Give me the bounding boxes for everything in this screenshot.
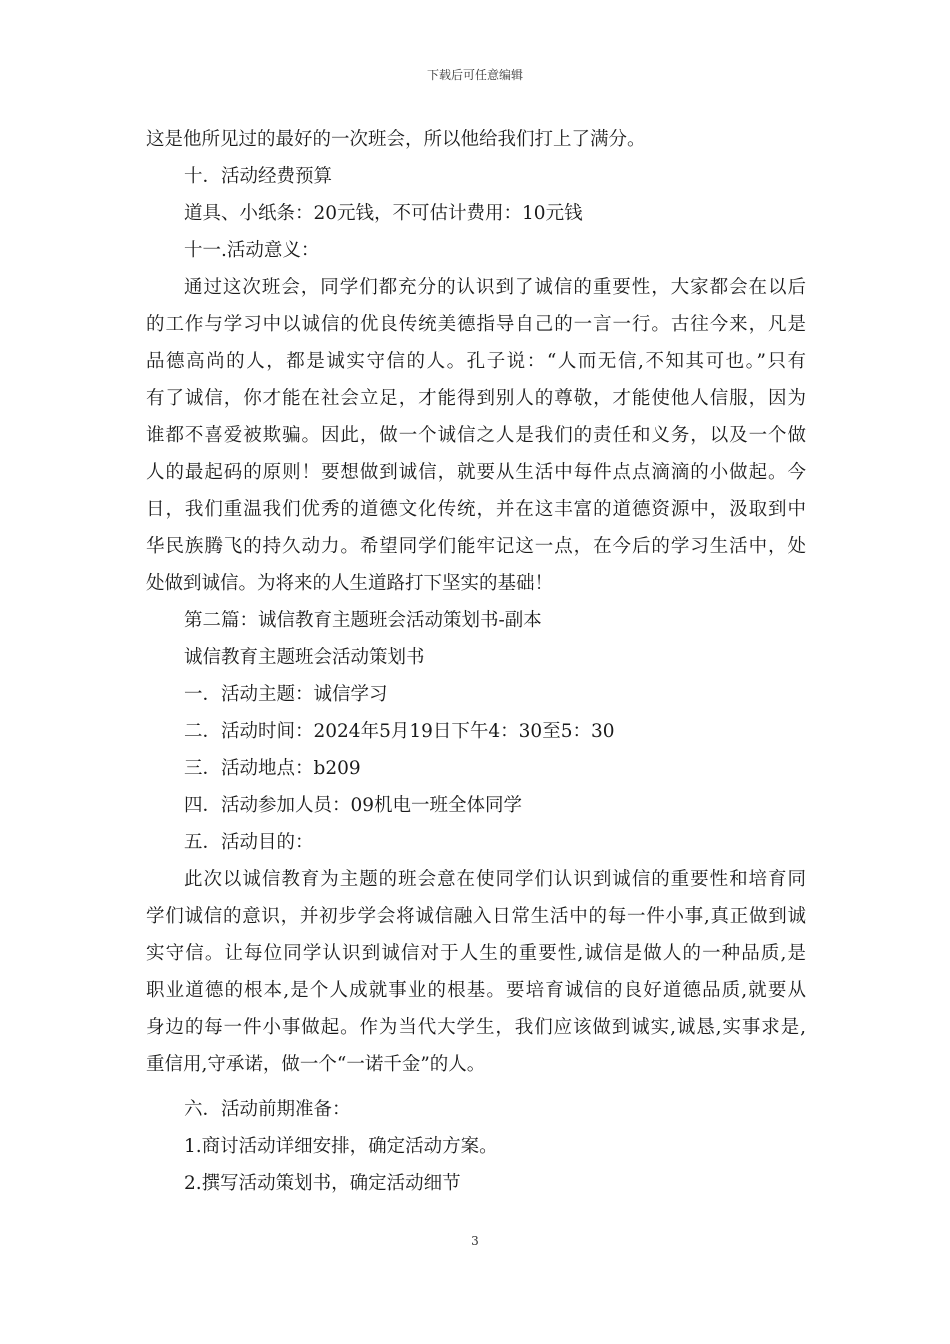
paragraph-line: 品德高尚的人，都是诚实守信的人。孔子说：“人而无信,不知其可也。”只有 (146, 351, 806, 372)
paragraph-line: 的工作与学习中以诚信的优良传统美德指导自己的一言一行。古往今来，凡是 (146, 314, 806, 335)
section-heading: 五．活动目的： (184, 832, 314, 853)
paragraph-line: 人的最起码的原则！要想做到诚信，就要从生活中每件点点滴滴的小做起。今 (146, 462, 806, 483)
page-header: 下载后可任意编辑 (426, 68, 523, 82)
paragraph-line: 职业道德的根本,是个人成就事业的根基。要培育诚信的良好道德品质,就要从 (146, 980, 806, 1001)
paragraph-line: 道具、小纸条：20元钱，不可估计费用：10元钱 (184, 203, 583, 224)
section-heading: 二．活动时间：2024年5月19日下午4：30至5：30 (184, 721, 615, 742)
paragraph-line: 学们诚信的意识，并初步学会将诚信融入日常生活中的每一件小事,真正做到诚 (146, 906, 806, 927)
section-heading: 三．活动地点：b209 (184, 758, 361, 779)
paragraph-line: 华民族腾飞的持久动力。希望同学们能牢记这一点，在今后的学习生活中，处 (146, 536, 806, 557)
paragraph-line: 实守信。让每位同学认识到诚信对于人生的重要性,诚信是做人的一种品质,是 (146, 943, 806, 964)
paragraph-line: 处做到诚信。为将来的人生道路打下坚实的基础！ (146, 573, 554, 594)
paragraph-line: 有了诚信，你才能在社会立足，才能得到别人的尊敬，才能使他人信服，因为 (146, 388, 806, 409)
paragraph-line: 谁都不喜爱被欺骗。因此，做一个诚信之人是我们的责任和义务，以及一个做 (146, 425, 806, 446)
section-heading: 六．活动前期准备： (184, 1099, 351, 1120)
section-heading: 十．活动经费预算 (184, 166, 333, 187)
section-heading: 十一.活动意义： (184, 240, 320, 261)
list-item: 1.商讨活动详细安排，确定活动方案。 (184, 1136, 498, 1157)
section-heading: 四．活动参加人员：09机电一班全体同学 (184, 795, 523, 816)
chapter-title: 第二篇：诚信教育主题班会活动策划书-副本 (184, 610, 542, 631)
section-heading: 一．活动主题：诚信学习 (184, 684, 388, 705)
paragraph-line: 身边的每一件小事做起。作为当代大学生，我们应该做到诚实,诚恳,实事求是, (146, 1017, 806, 1038)
paragraph-line: 日，我们重温我们优秀的道德文化传统，并在这丰富的道德资源中，汲取到中 (146, 499, 806, 520)
paragraph-line: 这是他所见过的最好的一次班会，所以他给我们打上了满分。 (146, 129, 646, 150)
document-body (146, 121, 806, 1202)
document-title: 诚信教育主题班会活动策划书 (184, 647, 425, 668)
page-number: 3 (471, 1234, 479, 1248)
paragraph-line: 重信用,守承诺，做一个“一诺千金”的人。 (146, 1054, 486, 1075)
list-item: 2.撰写活动策划书，确定活动细节 (184, 1173, 461, 1194)
paragraph-line: 此次以诚信教育为主题的班会意在使同学们认识到诚信的重要性和培育同 (184, 869, 806, 890)
paragraph-line: 通过这次班会，同学们都充分的认识到了诚信的重要性，大家都会在以后 (184, 277, 806, 298)
